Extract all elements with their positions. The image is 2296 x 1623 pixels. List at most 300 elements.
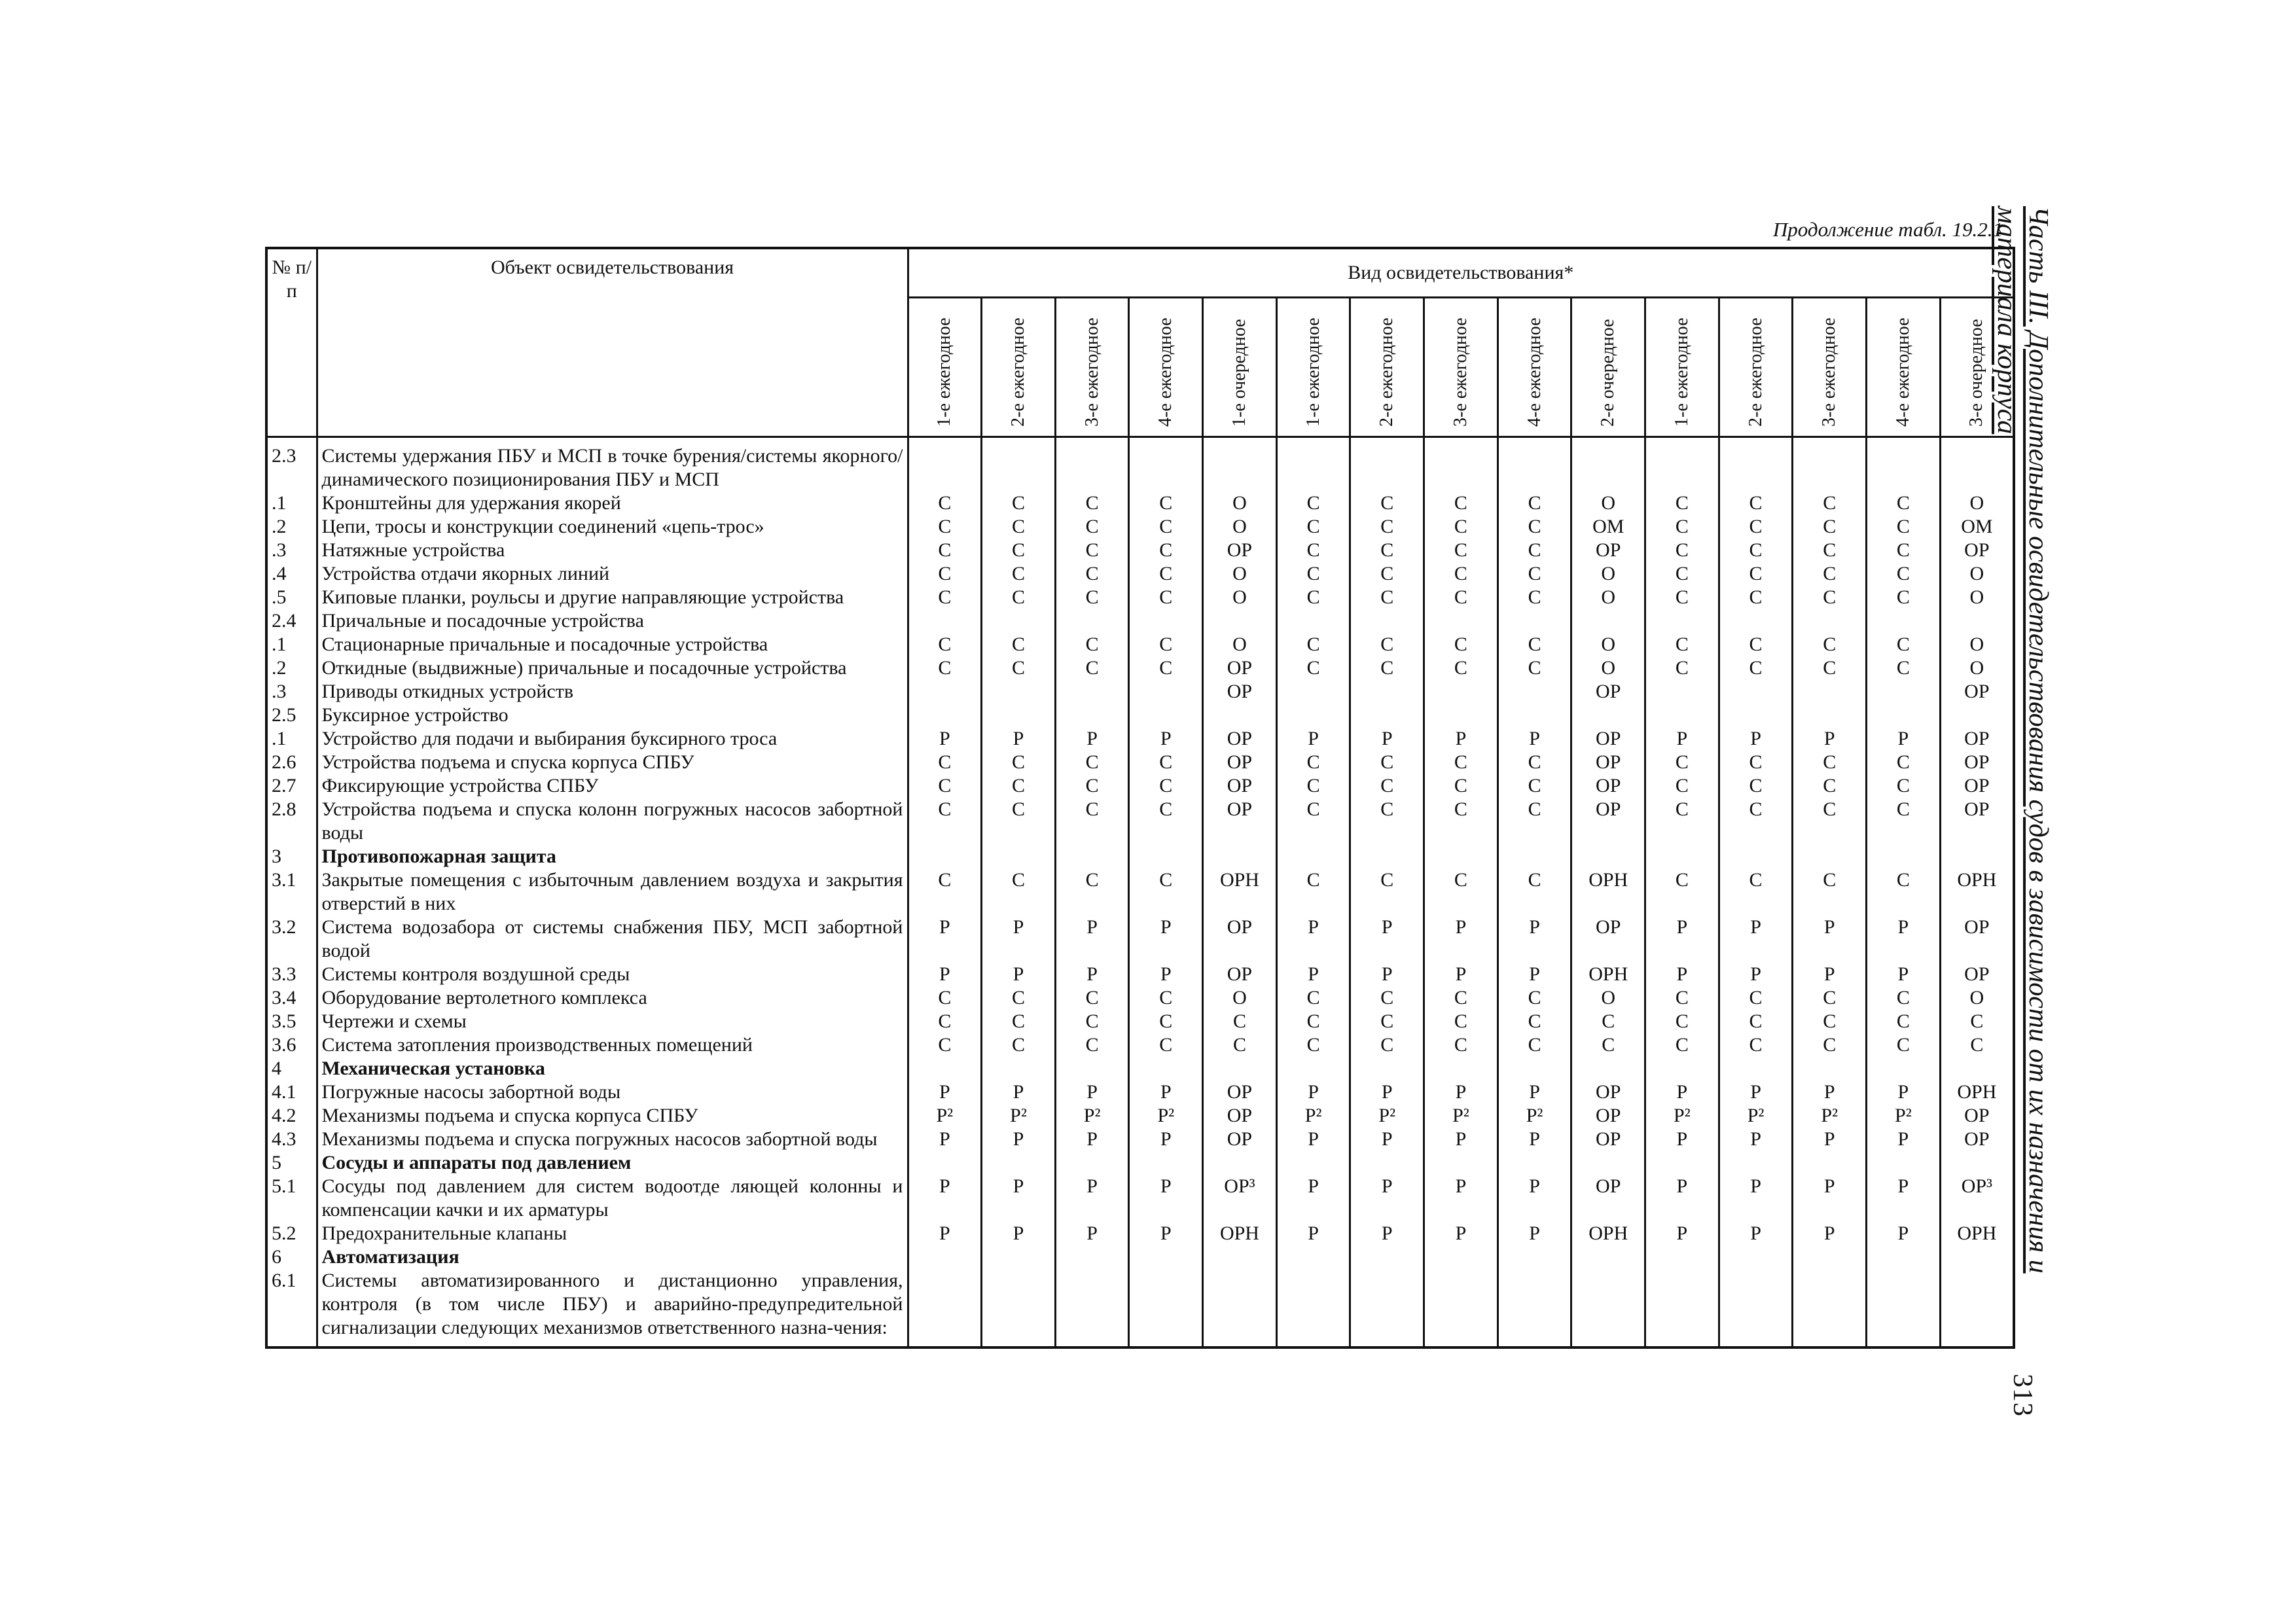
row-object: Устройство для подачи и выбирания буксирного троса: [317, 727, 908, 751]
survey-value: Р: [908, 1222, 982, 1245]
survey-value: [1498, 704, 1571, 727]
survey-value: Р: [1867, 1080, 1941, 1104]
survey-value: С: [1350, 586, 1424, 609]
survey-value: ОРН: [1571, 1222, 1645, 1245]
row-object: Системы удержания ПБУ и МСП в точке бурения/системы якорного/динамического позиционирования ПБУ и МСП: [317, 437, 908, 492]
survey-value: [1276, 704, 1350, 727]
survey-value: С: [1940, 1033, 2014, 1057]
survey-value: [1645, 1057, 1719, 1080]
row-object: Приводы откидных устройств: [317, 680, 908, 704]
survey-value: [1498, 437, 1571, 492]
column-header-label: 2-е очередное: [1598, 319, 1619, 427]
survey-value: С: [1129, 586, 1203, 609]
row-object: Системы контроля воздушной среды: [317, 963, 908, 986]
row-number: .2: [266, 656, 317, 680]
survey-value: С: [1719, 586, 1793, 609]
survey-value: Р: [1424, 727, 1498, 751]
survey-value: [1424, 1245, 1498, 1269]
row-object: Киповые планки, роульсы и другие направляющие устройства: [317, 586, 908, 609]
survey-value: С: [1645, 586, 1719, 609]
row-object: Натяжные устройства: [317, 539, 908, 562]
column-header-label: 3-е ежегодное: [1081, 317, 1102, 427]
survey-value: [1645, 1269, 1719, 1347]
column-header-label: 2-е ежегодное: [1745, 317, 1766, 427]
survey-value: С: [1276, 868, 1350, 916]
column-header: [1645, 298, 1719, 437]
survey-value: С: [1571, 1033, 1645, 1057]
survey-value: [1203, 845, 1277, 868]
survey-value: Р: [1793, 916, 1867, 963]
row-object: Системы автоматизированного и дистанционно управления, контроля (в том числе ПБУ) и аварийно-предупредительной сигнализации следующих механизмов ответственного назна-чения:: [317, 1269, 908, 1347]
survey-value: [1867, 680, 1941, 704]
survey-value: ОРН: [1571, 868, 1645, 916]
survey-value: С: [908, 562, 982, 586]
survey-value: [982, 1269, 1056, 1347]
survey-value: С: [1793, 798, 1867, 845]
survey-value: С: [1867, 774, 1941, 798]
survey-value: С: [908, 515, 982, 539]
survey-value: Р: [1055, 963, 1129, 986]
survey-value: ОР: [1203, 1128, 1277, 1151]
survey-value: О: [1203, 986, 1277, 1010]
survey-value: С: [1350, 868, 1424, 916]
survey-value: [1129, 1245, 1203, 1269]
survey-value: С: [1867, 586, 1941, 609]
row-number: 3.6: [266, 1033, 317, 1057]
survey-value: Р²: [908, 1104, 982, 1128]
survey-value: О: [1571, 491, 1645, 515]
survey-value: [908, 1057, 982, 1080]
row-object: Устройства подъема и спуска корпуса СПБУ: [317, 751, 908, 774]
survey-value: Р²: [1719, 1104, 1793, 1128]
survey-value: [1645, 845, 1719, 868]
survey-value: Р: [1498, 1222, 1571, 1245]
part-title: Часть III. Дополнительные освидетельствования судов в зависимости от их назначения и материала корпуса: [1992, 206, 2053, 1274]
survey-value: [1424, 609, 1498, 633]
table-row: [266, 562, 2014, 586]
survey-value: ОР: [1571, 727, 1645, 751]
survey-value: Р: [982, 916, 1056, 963]
survey-value: [1571, 845, 1645, 868]
row-number: 3.3: [266, 963, 317, 986]
survey-value: С: [1055, 586, 1129, 609]
survey-value: О: [1940, 656, 2014, 680]
survey-value: С: [1719, 1010, 1793, 1033]
survey-value: [1793, 845, 1867, 868]
survey-value: С: [1719, 515, 1793, 539]
survey-value: ОР: [1571, 539, 1645, 562]
survey-value: С: [1645, 868, 1719, 916]
row-number: .1: [266, 491, 317, 515]
survey-value: С: [1719, 633, 1793, 656]
survey-value: [908, 845, 982, 868]
survey-value: ОР: [1203, 916, 1277, 963]
survey-value: Р: [1055, 1175, 1129, 1222]
survey-value: [1129, 1269, 1203, 1347]
column-header-label: 3-е ежегодное: [1819, 317, 1840, 427]
survey-value: С: [982, 586, 1056, 609]
survey-value: Р²: [1129, 1104, 1203, 1128]
survey-value: С: [1055, 633, 1129, 656]
survey-value: Р: [908, 727, 982, 751]
survey-value: [1940, 609, 2014, 633]
survey-value: Р: [1793, 963, 1867, 986]
survey-value: Р: [1793, 1128, 1867, 1151]
survey-value: ОР: [1940, 727, 2014, 751]
survey-value: Р: [908, 1175, 982, 1222]
survey-value: С: [1424, 515, 1498, 539]
survey-value: С: [1571, 1010, 1645, 1033]
survey-value: ОМ: [1571, 515, 1645, 539]
survey-value: С: [1424, 633, 1498, 656]
survey-value: [1719, 845, 1793, 868]
survey-value: С: [1276, 751, 1350, 774]
survey-value: [1719, 609, 1793, 633]
survey-value: Р: [1719, 727, 1793, 751]
survey-value: С: [1350, 798, 1424, 845]
survey-value: ОР: [1940, 1104, 2014, 1128]
survey-value: С: [908, 633, 982, 656]
survey-value: [1645, 1245, 1719, 1269]
survey-value: С: [1867, 868, 1941, 916]
survey-value: С: [1719, 774, 1793, 798]
survey-value: Р: [1645, 1222, 1719, 1245]
row-object: Система затопления производственных помещений: [317, 1033, 908, 1057]
row-object: Автоматизация: [317, 1245, 908, 1269]
table-row: [266, 986, 2014, 1010]
survey-value: О: [1571, 656, 1645, 680]
row-number: .3: [266, 680, 317, 704]
survey-value: С: [1645, 986, 1719, 1010]
survey-value: Р: [1498, 727, 1571, 751]
survey-value: С: [1867, 562, 1941, 586]
survey-value: [982, 437, 1056, 492]
survey-value: Р: [1350, 1128, 1424, 1151]
survey-value: [1645, 609, 1719, 633]
survey-value: С: [1276, 986, 1350, 1010]
survey-value: [1940, 1151, 2014, 1175]
row-number: 3: [266, 845, 317, 868]
row-object: Противопожарная защита: [317, 845, 908, 868]
row-object: Чертежи и схемы: [317, 1010, 908, 1033]
survey-value: Р: [1129, 963, 1203, 986]
column-header: [908, 298, 982, 437]
survey-value: С: [1498, 1010, 1571, 1033]
survey-value: С: [908, 868, 982, 916]
survey-value: [1719, 1151, 1793, 1175]
survey-value: [1424, 704, 1498, 727]
survey-value: [1571, 1151, 1645, 1175]
survey-value: С: [1645, 798, 1719, 845]
survey-value: С: [1498, 868, 1571, 916]
survey-value: С: [1645, 774, 1719, 798]
survey-value: [1719, 1057, 1793, 1080]
survey-value: ОР: [1571, 680, 1645, 704]
survey-value: Р: [1350, 1175, 1424, 1222]
row-number: .2: [266, 515, 317, 539]
survey-value: [1276, 1245, 1350, 1269]
survey-value: Р: [1129, 1222, 1203, 1245]
survey-value: С: [1350, 633, 1424, 656]
survey-value: ОР: [1203, 680, 1277, 704]
survey-value: С: [1350, 774, 1424, 798]
table-row: [266, 704, 2014, 727]
survey-value: С: [1350, 1033, 1424, 1057]
survey-value: С: [1793, 539, 1867, 562]
survey-value: О: [1571, 633, 1645, 656]
survey-value: [1793, 1245, 1867, 1269]
column-header-label: 4-е ежегодное: [1155, 317, 1176, 427]
survey-value: Р: [982, 1175, 1056, 1222]
survey-value: Р: [1719, 1080, 1793, 1104]
survey-value: [1498, 680, 1571, 704]
row-number: .3: [266, 539, 317, 562]
survey-value: С: [982, 515, 1056, 539]
survey-value: [982, 704, 1056, 727]
survey-value: С: [1424, 798, 1498, 845]
survey-value: Р: [1055, 1080, 1129, 1104]
survey-value: [908, 1151, 982, 1175]
survey-value: [908, 1269, 982, 1347]
survey-value: ОР: [1203, 798, 1277, 845]
survey-value: С: [1498, 515, 1571, 539]
survey-value: Р: [908, 916, 982, 963]
survey-value: Р: [1867, 1128, 1941, 1151]
survey-value: Р: [1276, 963, 1350, 986]
survey-value: Р: [1129, 1175, 1203, 1222]
survey-value: С: [1424, 656, 1498, 680]
survey-value: [1055, 845, 1129, 868]
survey-value: С: [1276, 586, 1350, 609]
survey-value: [1350, 680, 1424, 704]
survey-value: [1867, 1057, 1941, 1080]
table-row: [266, 1269, 2014, 1347]
survey-value: Р: [1276, 1175, 1350, 1222]
survey-value: О: [1940, 562, 2014, 586]
survey-value: [1129, 680, 1203, 704]
survey-value: [1867, 1151, 1941, 1175]
survey-value: Р: [1793, 727, 1867, 751]
row-number: 4: [266, 1057, 317, 1080]
survey-value: С: [1055, 798, 1129, 845]
survey-value: ОР: [1940, 539, 2014, 562]
survey-value: ОР: [1940, 751, 2014, 774]
survey-value: Р: [1498, 1175, 1571, 1222]
survey-value: О: [1940, 986, 2014, 1010]
row-number: 3.5: [266, 1010, 317, 1033]
survey-value: С: [1719, 1033, 1793, 1057]
survey-value: ОР: [1203, 963, 1277, 986]
survey-value: С: [1867, 491, 1941, 515]
survey-value: Р: [908, 963, 982, 986]
survey-value: С: [1793, 751, 1867, 774]
row-object: Сосуды и аппараты под давлением: [317, 1151, 908, 1175]
survey-value: [1940, 845, 2014, 868]
row-object: Буксирное устройство: [317, 704, 908, 727]
row-number: .1: [266, 633, 317, 656]
survey-value: С: [1498, 1033, 1571, 1057]
row-object: Система водозабора от системы снабжения ПБУ, МСП забортной водой: [317, 916, 908, 963]
survey-value: [1571, 1245, 1645, 1269]
survey-value: Р: [1867, 963, 1941, 986]
survey-value: С: [1350, 562, 1424, 586]
survey-value: ОР: [1571, 774, 1645, 798]
survey-value: О: [1203, 491, 1277, 515]
survey-value: [982, 609, 1056, 633]
survey-value: [1498, 845, 1571, 868]
row-number: .5: [266, 586, 317, 609]
survey-value: С: [1055, 539, 1129, 562]
survey-value: Р²: [1498, 1104, 1571, 1128]
row-object: Оборудование вертолетного комплекса: [317, 986, 908, 1010]
survey-value: ОРН: [1940, 1222, 2014, 1245]
survey-value: С: [1867, 539, 1941, 562]
survey-table: [265, 247, 2015, 1349]
survey-value: [1350, 704, 1424, 727]
survey-value: Р: [1055, 1128, 1129, 1151]
column-header: [1129, 298, 1203, 437]
survey-value: С: [982, 751, 1056, 774]
survey-value: [1571, 437, 1645, 492]
table-body: [266, 437, 2014, 1348]
survey-value: [1498, 609, 1571, 633]
survey-value: О: [1203, 586, 1277, 609]
survey-value: Р: [1498, 1128, 1571, 1151]
row-object: Откидные (выдвижные) причальные и посадочные устройства: [317, 656, 908, 680]
column-header: [1350, 298, 1424, 437]
survey-value: Р: [1424, 1080, 1498, 1104]
survey-value: ОРН: [1940, 868, 2014, 916]
survey-value: С: [1203, 1010, 1277, 1033]
table-row: [266, 868, 2014, 916]
table-row: [266, 1057, 2014, 1080]
row-object: Погружные насосы забортной воды: [317, 1080, 908, 1104]
survey-value: С: [1129, 656, 1203, 680]
survey-value: С: [1645, 751, 1719, 774]
survey-value: Р²: [1424, 1104, 1498, 1128]
survey-value: Р: [1793, 1222, 1867, 1245]
survey-value: О: [1571, 986, 1645, 1010]
survey-value: О: [1940, 586, 2014, 609]
survey-value: С: [1424, 539, 1498, 562]
column-header-label: 2-е ежегодное: [1007, 317, 1028, 427]
survey-value: О: [1940, 491, 2014, 515]
survey-value: [908, 1245, 982, 1269]
survey-value: Р: [982, 963, 1056, 986]
survey-value: С: [982, 491, 1056, 515]
row-object: Стационарные причальные и посадочные устройства: [317, 633, 908, 656]
survey-value: С: [1645, 1010, 1719, 1033]
survey-value: Р: [1793, 1080, 1867, 1104]
table-row: [266, 963, 2014, 986]
survey-value: [1203, 1245, 1277, 1269]
row-object: Фиксирующие устройства СПБУ: [317, 774, 908, 798]
survey-value: С: [1350, 656, 1424, 680]
survey-value: [908, 704, 982, 727]
survey-value: [1719, 1245, 1793, 1269]
survey-value: С: [982, 774, 1056, 798]
survey-value: С: [982, 539, 1056, 562]
column-header: [1203, 298, 1277, 437]
survey-value: [1867, 1269, 1941, 1347]
survey-value: Р: [1424, 1128, 1498, 1151]
survey-value: ОР: [1203, 751, 1277, 774]
survey-value: Р: [1719, 1222, 1793, 1245]
survey-value: С: [1793, 1033, 1867, 1057]
survey-value: [1055, 680, 1129, 704]
survey-value: ОР: [1940, 680, 2014, 704]
survey-value: С: [1055, 774, 1129, 798]
survey-value: [1645, 680, 1719, 704]
survey-value: С: [1498, 586, 1571, 609]
survey-value: [1055, 609, 1129, 633]
survey-value: С: [1940, 1010, 2014, 1033]
survey-value: ОР: [1571, 1104, 1645, 1128]
survey-value: С: [982, 656, 1056, 680]
survey-value: [1793, 1269, 1867, 1347]
table-row: [266, 1128, 2014, 1151]
survey-value: С: [908, 798, 982, 845]
survey-value: Р: [1867, 1222, 1941, 1245]
row-number: 2.8: [266, 798, 317, 845]
survey-value: С: [1129, 562, 1203, 586]
survey-value: Р: [1645, 916, 1719, 963]
survey-value: С: [1867, 515, 1941, 539]
survey-value: Р: [1719, 1128, 1793, 1151]
survey-value: [1276, 1151, 1350, 1175]
survey-value: [1203, 1269, 1277, 1347]
survey-value: С: [1424, 986, 1498, 1010]
table-row: [266, 774, 2014, 798]
survey-value: С: [1793, 656, 1867, 680]
survey-value: [1203, 1151, 1277, 1175]
survey-value: [1793, 704, 1867, 727]
survey-value: [1203, 609, 1277, 633]
survey-value: ОР³: [1203, 1175, 1277, 1222]
survey-value: ОР: [1203, 727, 1277, 751]
survey-value: Р: [1276, 727, 1350, 751]
survey-value: С: [1867, 656, 1941, 680]
survey-value: Р: [1645, 1175, 1719, 1222]
table-row: [266, 1033, 2014, 1057]
survey-value: С: [1424, 1033, 1498, 1057]
survey-value: С: [1129, 868, 1203, 916]
survey-value: [1645, 704, 1719, 727]
survey-value: С: [1424, 586, 1498, 609]
survey-value: [982, 1057, 1056, 1080]
survey-value: С: [908, 774, 982, 798]
survey-value: Р: [1055, 727, 1129, 751]
survey-value: Р: [1055, 916, 1129, 963]
survey-value: Р: [982, 1080, 1056, 1104]
row-number: 5: [266, 1151, 317, 1175]
survey-value: С: [982, 986, 1056, 1010]
survey-value: [1719, 680, 1793, 704]
survey-value: [982, 1151, 1056, 1175]
table-row: [266, 437, 2014, 492]
survey-value: С: [1719, 491, 1793, 515]
survey-value: [1940, 437, 2014, 492]
survey-value: С: [1129, 539, 1203, 562]
survey-value: [1940, 1057, 2014, 1080]
survey-value: ОР: [1571, 916, 1645, 963]
survey-value: С: [1867, 1010, 1941, 1033]
survey-value: ОМ: [1940, 515, 2014, 539]
survey-value: Р: [1793, 1175, 1867, 1222]
row-number: 2.4: [266, 609, 317, 633]
survey-value: [1276, 1269, 1350, 1347]
survey-value: [1350, 1245, 1424, 1269]
